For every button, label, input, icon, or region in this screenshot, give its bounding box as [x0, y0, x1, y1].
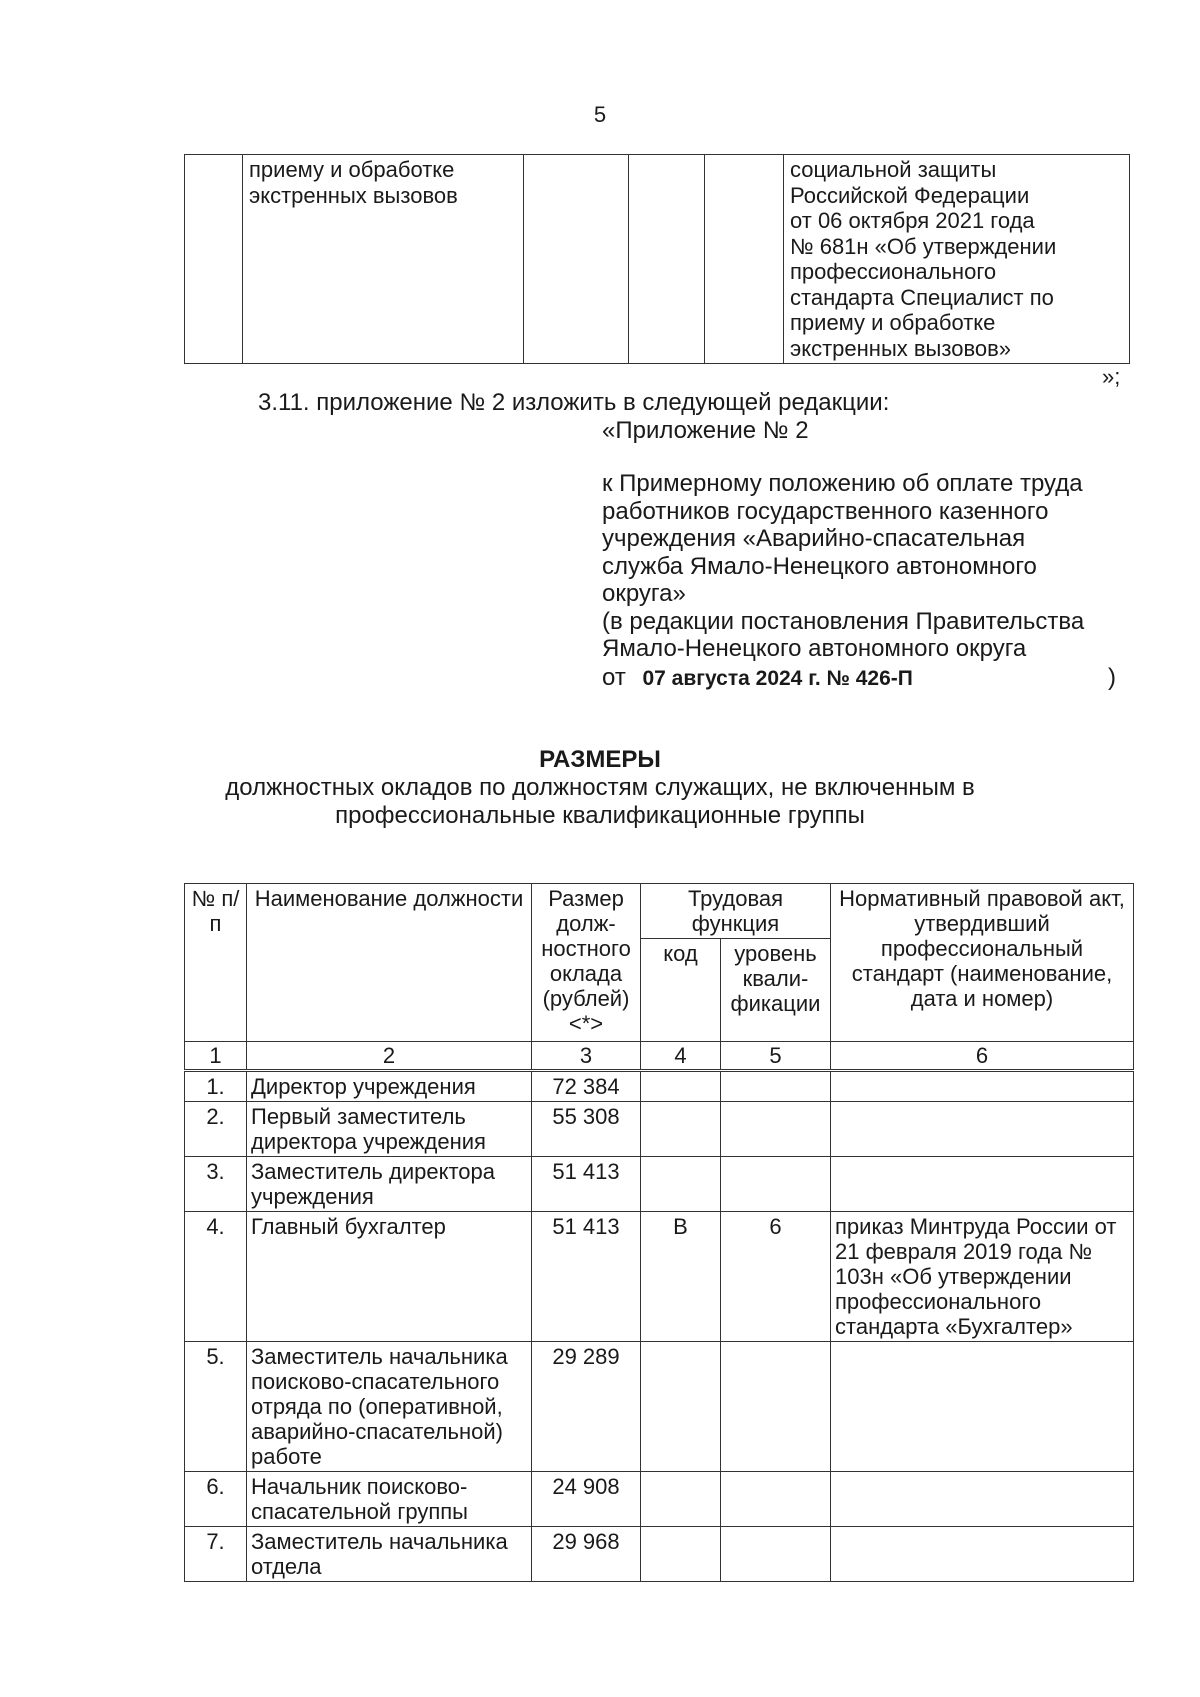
row-level-cell: 6 [721, 1212, 831, 1342]
act-line: стандарта Специалист по [790, 284, 1054, 310]
row-code-cell [641, 1071, 721, 1102]
row-code-cell [641, 1342, 721, 1472]
row-salary-cell: 72 384 [532, 1071, 641, 1102]
row-name-cell: Главный бухгалтер [247, 1212, 532, 1342]
row-salary-cell: 29 968 [532, 1527, 641, 1582]
col-number: 6 [831, 1042, 1134, 1071]
salary-table [184, 883, 1134, 1582]
appendix-line: к Примерному положению об оплате труда [602, 470, 1083, 497]
row-salary-cell: 24 908 [532, 1472, 641, 1527]
row-code-cell [641, 1102, 721, 1157]
cont-name-cell: приему и обработке экстренных вызовов [243, 155, 524, 364]
row-name-cell: Первый заместитель директора учреждения [247, 1102, 532, 1157]
table-row [185, 155, 1130, 364]
table-row [185, 1102, 1134, 1157]
table-row [185, 1472, 1134, 1527]
date-prefix: от [602, 664, 626, 691]
cont-num-cell [185, 155, 243, 364]
act-line: экстренных вызовов» [790, 335, 1012, 361]
amendment-point: 3.11. приложение № 2 изложить в следующей редакции: [258, 389, 890, 416]
cont-code-cell [629, 155, 705, 364]
table-row [185, 1071, 1134, 1102]
subtitle-line: профессиональные квалификационные группы [335, 802, 865, 829]
header-row [185, 884, 1134, 939]
row-num-cell: 1. [185, 1071, 247, 1102]
row-num-cell: 2. [185, 1102, 247, 1157]
header-code: код [641, 939, 721, 1042]
appendix-line: округа» [602, 580, 686, 607]
appendix-body [602, 470, 1122, 663]
row-act-cell [831, 1157, 1134, 1212]
header-level: уровень квали-фикации [721, 939, 831, 1042]
row-level-cell [721, 1342, 831, 1472]
row-level-cell [721, 1157, 831, 1212]
appendix-title: «Приложение № 2 [602, 417, 809, 444]
act-line: Российской Федерации [790, 182, 1030, 208]
header-act: Нормативный правовой акт, утвердивший профессиональный стандарт (наименование, дата и номер) [831, 884, 1134, 1042]
row-salary-cell: 55 308 [532, 1102, 641, 1157]
row-name-cell: Заместитель директора учреждения [247, 1157, 532, 1212]
cont-level-cell [705, 155, 784, 364]
table-row [185, 1157, 1134, 1212]
column-numbers-row [185, 1042, 1134, 1071]
row-name-cell: Начальник поисково-спасательной группы [247, 1472, 532, 1527]
row-num-cell: 5. [185, 1342, 247, 1472]
appendix-line: учреждения «Аварийно-спасательная [602, 525, 1026, 552]
appendix-date [602, 664, 1122, 692]
appendix-line: Ямало-Ненецкого автономного округа [602, 635, 1027, 662]
act-line: социальной защиты [790, 157, 997, 182]
col-number: 4 [641, 1042, 721, 1071]
cont-salary-cell [524, 155, 629, 364]
row-level-cell [721, 1071, 831, 1102]
continuation-table [184, 154, 1130, 364]
subtitle-line: должностных окладов по должностям служащих, не включенным в [225, 774, 975, 801]
row-code-cell [641, 1157, 721, 1212]
row-salary-cell: 51 413 [532, 1157, 641, 1212]
appendix-line: (в редакции постановления Правительства [602, 607, 1085, 635]
appendix-line: работников государственного казенного [602, 497, 1049, 525]
row-num-cell: 6. [185, 1472, 247, 1527]
act-line: от 06 октября 2021 года [790, 208, 1035, 233]
cont-act-cell [784, 155, 1130, 364]
page-number: 5 [593, 102, 607, 127]
row-level-cell [721, 1527, 831, 1582]
row-act-cell [831, 1342, 1134, 1472]
row-num-cell: 4. [185, 1212, 247, 1342]
row-act-cell [831, 1071, 1134, 1102]
row-act-cell [831, 1527, 1134, 1582]
row-level-cell [721, 1102, 831, 1157]
header-name: Наименование должности [247, 884, 532, 1042]
row-name-cell: Заместитель начальника поисково-спасательного отряда по (оперативной, аварийно-спасательной) работе [247, 1342, 532, 1472]
row-code-cell [641, 1527, 721, 1582]
row-act-cell [831, 1472, 1134, 1527]
header-function: Трудовая функция [641, 884, 831, 939]
row-name-cell: Заместитель начальника отдела [247, 1527, 532, 1582]
row-num-cell: 7. [185, 1527, 247, 1582]
table-row [185, 1342, 1134, 1472]
row-salary-cell: 51 413 [532, 1212, 641, 1342]
col-number: 5 [721, 1042, 831, 1071]
row-act-cell [831, 1102, 1134, 1157]
appendix-line: служба Ямало-Ненецкого автономного [602, 552, 1037, 580]
row-num-cell: 3. [185, 1157, 247, 1212]
row-name-cell: Директор учреждения [247, 1071, 532, 1102]
date-suffix: ) [1108, 664, 1116, 691]
resolution-number: 07 августа 2024 г. № 426-П [642, 667, 913, 690]
row-code-cell: В [641, 1212, 721, 1342]
closing-quote: »; [1102, 364, 1121, 389]
document-title: РАЗМЕРЫ [539, 746, 661, 773]
row-salary-cell: 29 289 [532, 1342, 641, 1472]
col-number: 3 [532, 1042, 641, 1071]
header-salary: Размер долж-ностного оклада (рублей) <*> [532, 884, 641, 1042]
col-number: 2 [247, 1042, 532, 1071]
act-line: приему и обработке [790, 310, 996, 335]
row-code-cell [641, 1472, 721, 1527]
act-line: № 681н «Об утверждении [790, 233, 1057, 259]
header-num: № п/п [185, 884, 247, 1042]
row-level-cell [721, 1472, 831, 1527]
act-line: профессионального [790, 259, 997, 284]
row-act-cell: приказ Минтруда России от 21 февраля 2019 года № 103н «Об утверждении профессионального стандарта «Бухгалтер» [831, 1212, 1134, 1342]
table-row [185, 1527, 1134, 1582]
col-number: 1 [185, 1042, 247, 1071]
document-subtitle [180, 774, 1020, 830]
table-row [185, 1212, 1134, 1342]
